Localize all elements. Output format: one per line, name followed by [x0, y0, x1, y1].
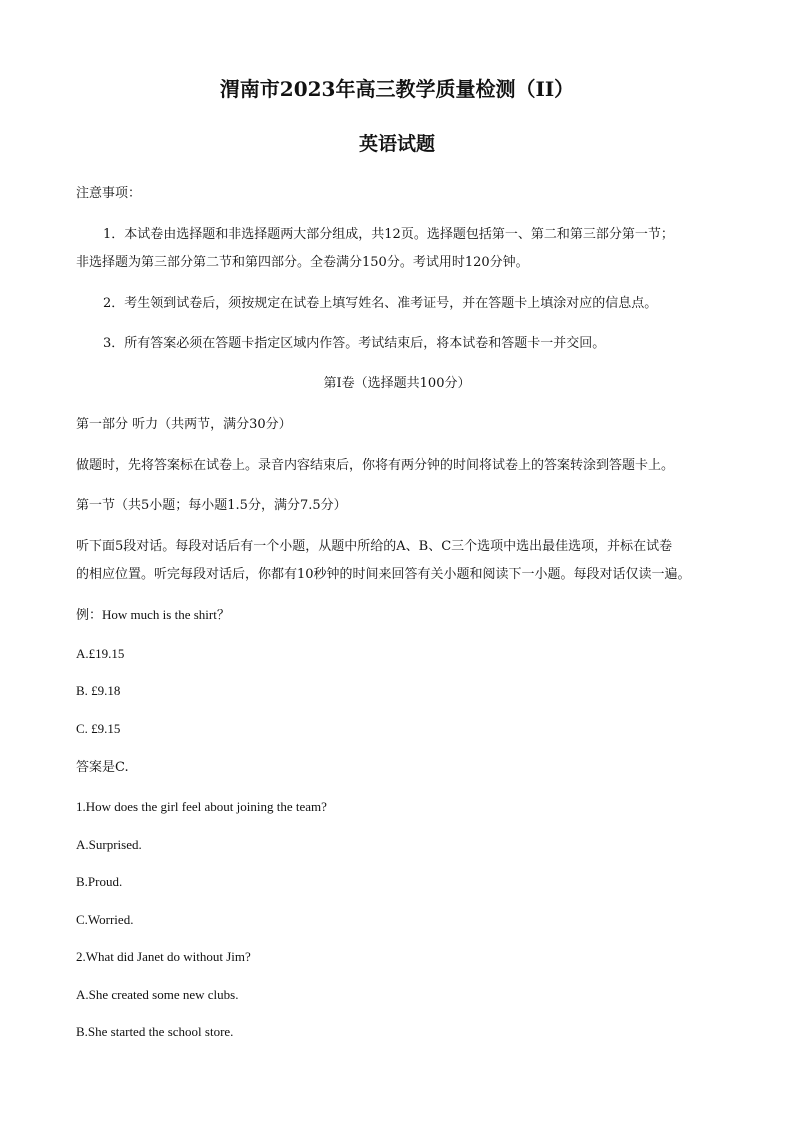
- question-2-option-b: B.She started the school store.: [76, 1024, 234, 1039]
- question-1-option-a: A.Surprised.: [76, 837, 142, 852]
- exam-subtitle: 英语试题: [358, 133, 435, 155]
- notice-item-1-line-1: 1．本试卷由选择题和非选择题两大部分组成，共12页。选择题包括第一、第二和第三部分第一节；: [103, 227, 674, 242]
- question-1-option-c: C.Worried.: [76, 912, 134, 927]
- question-1-option-b: B.Proud.: [76, 874, 123, 889]
- example-option-b: B. £9.18: [76, 683, 121, 698]
- question-1-stem: 1.How does the girl feel about joining the team?: [76, 799, 327, 814]
- notice-item-2: 2．考生领到试卷后，须按规定在试卷上填写姓名、准考证号，并在答题卡上填涂对应的信息点。: [103, 296, 658, 311]
- example-question: 例：How much is the shirt？: [76, 607, 230, 622]
- section-one-instructions-line-1: 听下面5段对话。每段对话后有一个小题，从题中所给的A、B、C三个选项中选出最佳选项，并标在试卷: [76, 539, 673, 554]
- part-one-heading: 第一部分 听力（共两节，满分30分）: [76, 417, 292, 432]
- question-2-stem: 2.What did Janet do without Jim?: [76, 949, 251, 964]
- exam-title: 渭南市2023年高三教学质量检测（II）: [219, 77, 575, 101]
- volume-heading: 第Ⅰ卷（选择题共100分）: [323, 376, 471, 391]
- notice-item-1-line-2: 非选择题为第三部分第二节和第四部分。全卷满分150分。考试用时120分钟。: [76, 255, 529, 270]
- example-option-a: A.£19.15: [76, 646, 125, 661]
- section-one-heading: 第一节（共5小题；每小题1.5分，满分7.5分）: [76, 498, 347, 513]
- section-one-instructions-line-2: 的相应位置。听完每段对话后，你都有10秒钟的时间来回答有关小题和阅读下一小题。每段对话仅读一遍。: [76, 567, 691, 582]
- notice-heading: 注意事项：: [76, 186, 142, 201]
- part-one-instructions: 做题时，先将答案标在试卷上。录音内容结束后，你将有两分钟的时间将试卷上的答案转涂到答题卡上。: [76, 458, 675, 473]
- example-option-c: C. £9.15: [76, 721, 121, 736]
- notice-item-3: 3．所有答案必须在答题卡指定区域内作答。考试结束后，将本试卷和答题卡一并交回。: [103, 336, 606, 351]
- question-2-option-a: A.She created some new clubs.: [76, 987, 239, 1002]
- example-answer: 答案是C.: [76, 760, 129, 775]
